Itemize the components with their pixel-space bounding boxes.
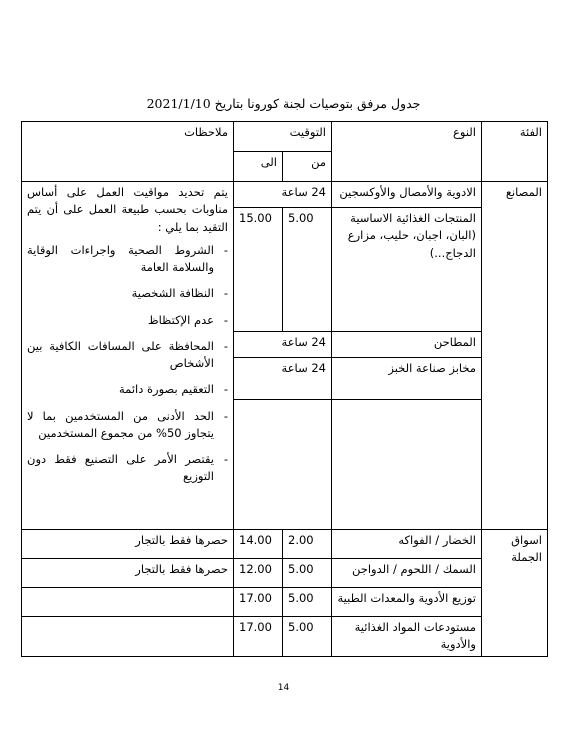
time-cell-empty: [234, 400, 332, 530]
from-cell: 5.00: [283, 617, 332, 657]
note-cell: [22, 617, 234, 657]
notes-item: - النظافة الشخصية: [27, 285, 214, 302]
from-cell: 5.00: [283, 208, 332, 332]
note-cell: حصرها فقط بالتجار: [22, 530, 234, 559]
notes-item: - المحافظة على المسافات الكافية بين الأشخاص: [27, 338, 214, 373]
type-cell: المطاحن: [332, 332, 482, 358]
table-caption: جدول مرفق بتوصيات لجنة كورونا بتاريخ 2021/1/10: [146, 96, 421, 111]
type-cell: توزيع الأدوية والمعدات الطبية: [332, 588, 482, 617]
notes-list: [27, 242, 228, 486]
category-wholesale: اسواق الجملة: [482, 530, 548, 657]
type-cell: الادوية والأمصال والأوكسجين: [332, 182, 482, 208]
header-category: الفئة: [482, 122, 548, 182]
header-from: من: [283, 152, 332, 182]
from-cell: 5.00: [283, 559, 332, 588]
note-cell: [22, 588, 234, 617]
type-cell: مخابز صناعة الخبز: [332, 358, 482, 400]
to-cell: 14.00: [234, 530, 283, 559]
notes-item: - التعقيم بصورة دائمة: [27, 381, 214, 398]
factories-notes: [22, 182, 234, 530]
to-cell: 12.00: [234, 559, 283, 588]
type-cell-empty: [332, 400, 482, 530]
header-to: الى: [234, 152, 283, 182]
from-cell: 5.00: [283, 588, 332, 617]
page-number: 14: [277, 683, 290, 693]
type-cell: الخضار / الفواكه: [332, 530, 482, 559]
notes-item: - الحد الأدنى من المستخدمين بما لا يتجاوز 50% من مجموع المستخدمين: [27, 408, 214, 443]
recommendations-table: [21, 121, 548, 657]
note-cell: حصرها فقط بالتجار: [22, 559, 234, 588]
notes-item: - عدم الإكتظاظ: [27, 312, 214, 329]
notes-intro: يتم تحديد مواقيت العمل على أساس مناوبات بحسب طبيعة العمل على أن يتم التقيد بما يلي :: [27, 185, 228, 234]
time-cell: 24 ساعة: [234, 332, 332, 358]
notes-item: - يقتصر الأمر على التصنيع فقط دون التوزيع: [27, 451, 214, 486]
from-cell: 2.00: [283, 530, 332, 559]
to-cell: 17.00: [234, 617, 283, 657]
notes-item: - الشروط الصحية واجراءات الوقاية والسلامة العامة: [27, 242, 214, 277]
header-type: النوع: [332, 122, 482, 182]
to-cell: 17.00: [234, 588, 283, 617]
category-factories: المصانع: [482, 182, 548, 530]
time-cell: 24 ساعة: [234, 358, 332, 400]
type-cell: المنتجات الغذائية الاساسية (البان، اجبان، حليب، مزارع الدجاج...): [332, 208, 482, 332]
header-timing: التوقيت: [234, 122, 332, 152]
header-notes: ملاحظات: [22, 122, 234, 182]
time-cell: 24 ساعة: [234, 182, 332, 208]
to-cell: 15.00: [234, 208, 283, 332]
type-cell: السمك / اللحوم / الدواجن: [332, 559, 482, 588]
type-cell: مستودعات المواد الغذائية والأدوية: [332, 617, 482, 657]
